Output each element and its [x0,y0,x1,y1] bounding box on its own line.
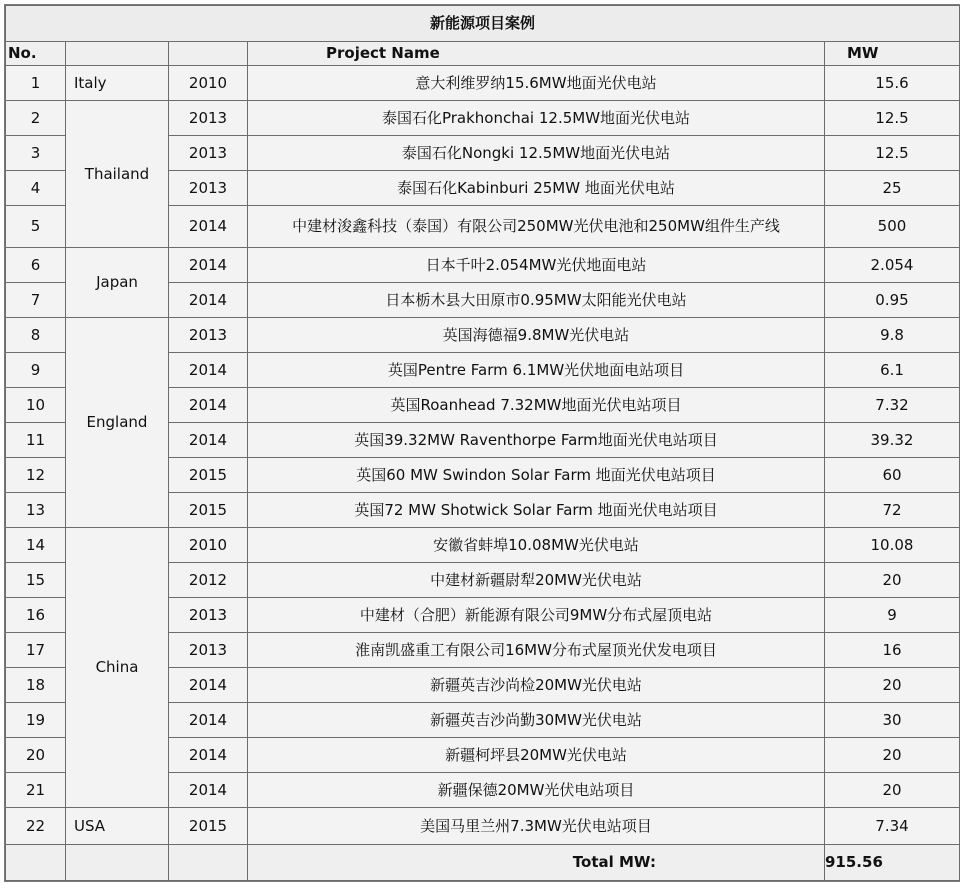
cell-year: 2014 [169,283,248,318]
cell-year: 2014 [169,206,248,248]
cell-no: 11 [6,423,66,458]
cell-project-name: 中建材（合肥）新能源有限公司9MW分布式屋顶电站 [248,598,825,633]
cell-year: 2014 [169,703,248,738]
header-project-name: Project Name [248,42,825,66]
cell-year: 2014 [169,423,248,458]
empty-cell [66,845,169,881]
cell-mw: 15.6 [825,66,960,101]
cell-no: 15 [6,563,66,598]
cell-mw: 9 [825,598,960,633]
cell-no: 10 [6,388,66,423]
cell-year: 2010 [169,528,248,563]
cell-no: 3 [6,136,66,171]
cell-project-name: 英国Pentre Farm 6.1MW光伏地面电站项目 [248,353,825,388]
cell-project-name: 新疆英吉沙尚勤30MW光伏电站 [248,703,825,738]
cell-mw: 25 [825,171,960,206]
cell-project-name: 新疆英吉沙尚检20MW光伏电站 [248,668,825,703]
total-label: Total MW: [248,845,825,881]
cell-year: 2015 [169,493,248,528]
cell-no: 12 [6,458,66,493]
cell-project-name: 中建材新疆尉犁20MW光伏电站 [248,563,825,598]
table-row [6,101,960,136]
empty-cell [169,845,248,881]
cell-no: 2 [6,101,66,136]
cell-no: 20 [6,738,66,773]
cell-no: 4 [6,171,66,206]
table-row [6,318,960,353]
cell-mw: 20 [825,738,960,773]
cell-mw: 0.95 [825,283,960,318]
table-row [6,248,960,283]
cell-year: 2014 [169,668,248,703]
cell-mw: 39.32 [825,423,960,458]
cell-no: 9 [6,353,66,388]
header-no: No. [6,42,66,66]
total-value: 915.56 [825,845,960,881]
empty-cell [6,845,66,881]
cell-year: 2010 [169,66,248,101]
header-year [169,42,248,66]
cell-mw: 7.32 [825,388,960,423]
cell-year: 2015 [169,808,248,845]
cell-mw: 20 [825,668,960,703]
cell-project-name: 泰国石化Prakhonchai 12.5MW地面光伏电站 [248,101,825,136]
cell-no: 21 [6,773,66,808]
cell-no: 8 [6,318,66,353]
cell-project-name: 日本栃木县大田原市0.95MW太阳能光伏电站 [248,283,825,318]
cell-project-name: 意大利维罗纳15.6MW地面光伏电站 [248,66,825,101]
cell-country: Thailand [66,101,169,248]
cell-no: 18 [6,668,66,703]
cell-no: 5 [6,206,66,248]
cell-project-name: 英国39.32MW Raventhorpe Farm地面光伏电站项目 [248,423,825,458]
cell-project-name: 中建材浚鑫科技（泰国）有限公司250MW光伏电池和250MW组件生产线 [248,206,825,248]
cell-mw: 12.5 [825,101,960,136]
cell-project-name: 日本千叶2.054MW光伏地面电站 [248,248,825,283]
cell-project-name: 美国马里兰州7.3MW光伏电站项目 [248,808,825,845]
table-title: 新能源项目案例 [6,6,960,42]
cell-mw: 9.8 [825,318,960,353]
header-mw: MW [825,42,960,66]
cell-project-name: 新疆柯坪县20MW光伏电站 [248,738,825,773]
cell-year: 2014 [169,738,248,773]
cell-year: 2013 [169,598,248,633]
cell-no: 13 [6,493,66,528]
cell-country: Japan [66,248,169,318]
cell-year: 2013 [169,101,248,136]
cell-no: 19 [6,703,66,738]
cell-year: 2013 [169,136,248,171]
cell-year: 2014 [169,388,248,423]
cell-year: 2014 [169,353,248,388]
cell-project-name: 英国Roanhead 7.32MW地面光伏电站项目 [248,388,825,423]
cell-country: China [66,528,169,808]
cell-no: 16 [6,598,66,633]
cell-year: 2013 [169,171,248,206]
cell-year: 2014 [169,773,248,808]
cell-mw: 10.08 [825,528,960,563]
title-row [6,6,960,42]
table-row [6,66,960,101]
cell-country: USA [66,808,169,845]
cell-year: 2012 [169,563,248,598]
cell-project-name: 英国海德福9.8MW光伏电站 [248,318,825,353]
header-country [66,42,169,66]
header-row [6,42,960,66]
cell-project-name: 泰国石化Nongki 12.5MW地面光伏电站 [248,136,825,171]
cell-country: England [66,318,169,528]
cell-no: 7 [6,283,66,318]
cell-mw: 72 [825,493,960,528]
cell-year: 2013 [169,633,248,668]
cell-project-name: 英国72 MW Shotwick Solar Farm 地面光伏电站项目 [248,493,825,528]
cell-project-name: 淮南凯盛重工有限公司16MW分布式屋顶光伏发电项目 [248,633,825,668]
cell-mw: 30 [825,703,960,738]
cell-no: 1 [6,66,66,101]
cell-mw: 20 [825,563,960,598]
cell-no: 14 [6,528,66,563]
table-row [6,808,960,845]
cell-mw: 12.5 [825,136,960,171]
project-table-container [4,4,960,882]
cell-project-name: 泰国石化Kabinburi 25MW 地面光伏电站 [248,171,825,206]
cell-no: 6 [6,248,66,283]
cell-year: 2014 [169,248,248,283]
cell-year: 2013 [169,318,248,353]
cell-mw: 7.34 [825,808,960,845]
cell-mw: 2.054 [825,248,960,283]
cell-project-name: 英国60 MW Swindon Solar Farm 地面光伏电站项目 [248,458,825,493]
cell-mw: 20 [825,773,960,808]
total-row [6,845,960,881]
project-table [5,5,960,881]
cell-year: 2015 [169,458,248,493]
cell-project-name: 安徽省蚌埠10.08MW光伏电站 [248,528,825,563]
table-row [6,528,960,563]
cell-project-name: 新疆保德20MW光伏电站项目 [248,773,825,808]
cell-country: Italy [66,66,169,101]
cell-mw: 60 [825,458,960,493]
cell-mw: 500 [825,206,960,248]
cell-no: 22 [6,808,66,845]
cell-no: 17 [6,633,66,668]
cell-mw: 6.1 [825,353,960,388]
cell-mw: 16 [825,633,960,668]
